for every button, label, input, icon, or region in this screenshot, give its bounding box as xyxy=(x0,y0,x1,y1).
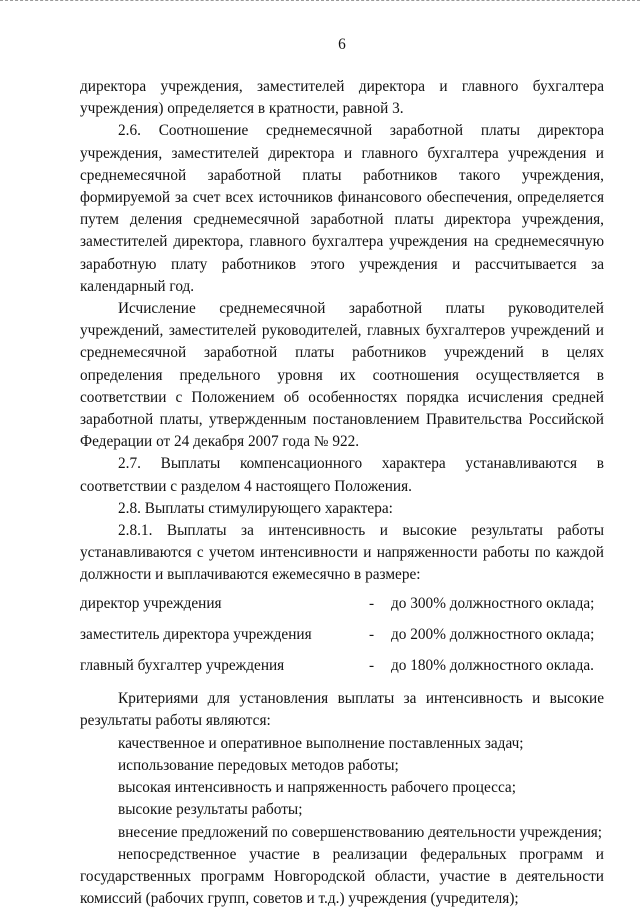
rate-row-deputy xyxy=(80,624,604,646)
paragraph-continuation: директора учреждения, заместителей директора и главного бухгалтера учреждения) определяется в кратности, равной 3. xyxy=(80,78,604,118)
rate-value-group xyxy=(369,624,604,646)
paragraph-2-8-1: 2.8.1. Выплаты за интенсивность и высокие результаты работы устанавливаются с учетом интенсивности и напряженности работы по каждой должности и выплачиваются ежемесячно в размере: xyxy=(80,522,604,584)
rate-row-accountant xyxy=(80,655,604,677)
rate-value: до 300% должностного оклада; xyxy=(391,594,595,612)
rate-dash: - xyxy=(369,594,375,612)
rate-row-director xyxy=(80,593,604,615)
rate-position: главный бухгалтер учреждения xyxy=(80,657,285,675)
rate-position: директор учреждения xyxy=(80,594,222,612)
criteria-item: качественное и оперативное выполнение поставленных задач; xyxy=(118,734,524,752)
rate-position: заместитель директора учреждения xyxy=(80,625,312,643)
paragraph-criteria-intro: Критериями для установления выплаты за интенсивность и высокие результаты работы являются: xyxy=(80,690,604,730)
rate-value-group xyxy=(369,655,604,677)
rate-value-group xyxy=(369,593,604,615)
criteria-item: внесение предложений по совершенствованию деятельности учреждения; xyxy=(118,823,603,841)
rates-list xyxy=(80,593,604,678)
paragraph-2-7: 2.7. Выплаты компенсационного характера устанавливаются в соответствии с разделом 4 настоящего Положения. xyxy=(80,455,604,495)
paragraph-2-6: 2.6. Соотношение среднемесячной заработной платы директора учреждения, заместителей директора и главного бухгалтера учреждения и среднемесячной заработной платы работников такого учреждения, формируемой за счет всех источников финансового обеспечения, определяется путем деления среднемесячной заработной платы директора учреждения, заместителей директора, главного бухгалтера учреждения на среднемесячную заработную плату работников этого учреждения и рассчитывается за календарный год. xyxy=(80,122,604,295)
rate-dash: - xyxy=(369,625,375,643)
criteria-item: непосредственное участие в реализации федеральных программ и государственных программ Новгородской области, участие в деятельности комиссий (рабочих групп, советов и т.д.) учреждения (учредителя); xyxy=(80,845,604,908)
paragraph-calculation: Исчисление среднемесячной заработной платы руководителей учреждений, заместителей руководителей, главных бухгалтеров учреждений и среднемесячной заработной платы работников учреждений в целях определения предельного уровня их соотношения осуществляется в соответствии с Положением об особенностях порядка исчисления средней заработной платы, утвержденным постановлением Правительства Российской Федерации от 24 декабря 2007 года № 922. xyxy=(80,300,604,451)
criteria-item: высокие результаты работы; xyxy=(118,801,303,819)
page-top-edge xyxy=(0,0,640,3)
rate-value: до 200% должностного оклада; xyxy=(391,625,595,643)
criteria-item: использование передовых методов работы; xyxy=(118,756,399,774)
criteria-list xyxy=(80,733,604,910)
document-page xyxy=(80,34,604,910)
page-number: 6 xyxy=(338,36,346,53)
criteria-item: высокая интенсивность и напряженность рабочего процесса; xyxy=(118,779,516,797)
rate-dash: - xyxy=(369,657,375,675)
paragraph-2-8: 2.8. Выплаты стимулирующего характера: xyxy=(118,499,393,517)
rate-value: до 180% должностного оклада. xyxy=(391,657,594,675)
